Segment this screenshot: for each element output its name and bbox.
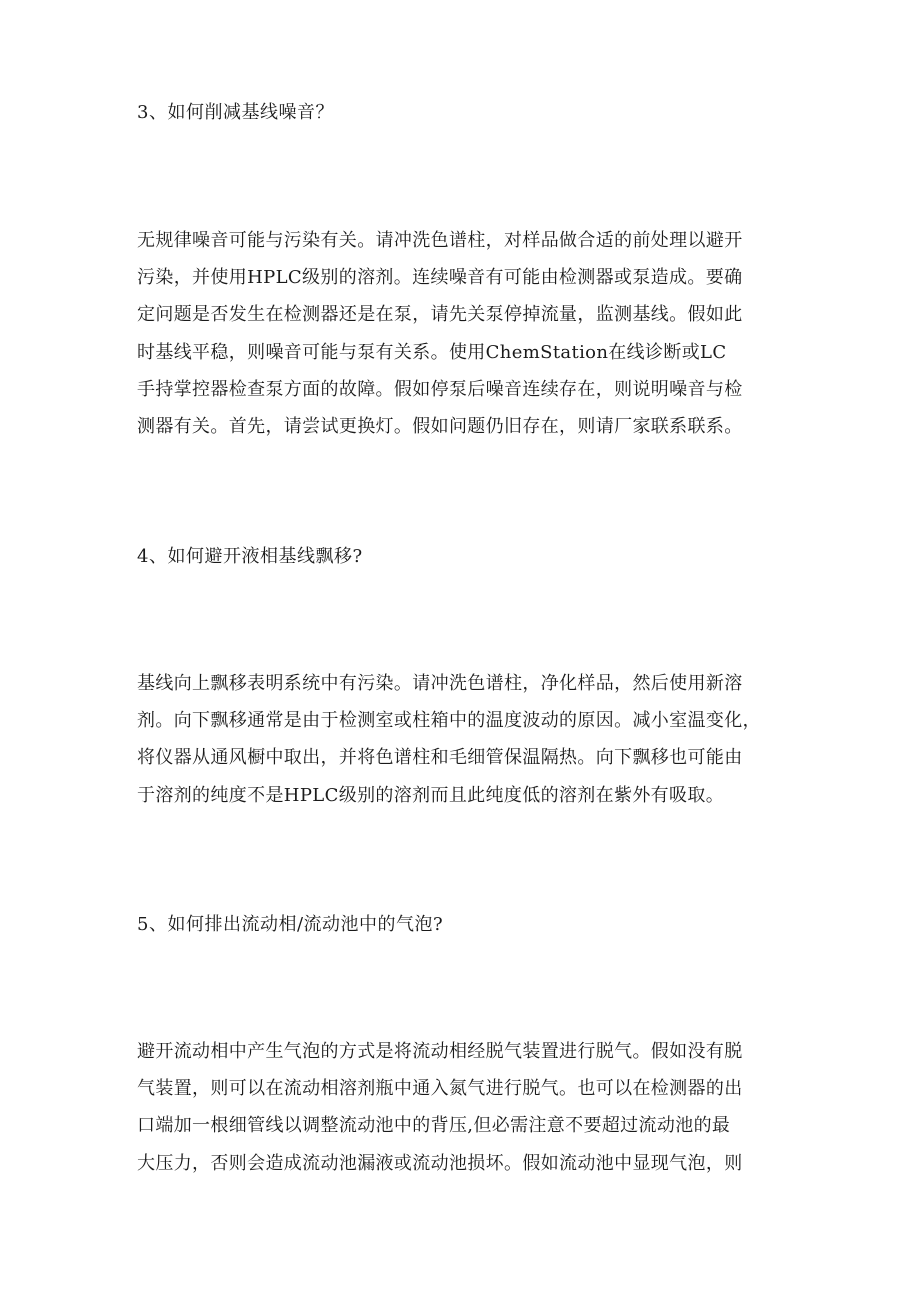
paragraph-line: 测器有关。首先，请尝试更换灯。假如问题仍旧存在，则请厂家联系联系。 <box>137 416 743 438</box>
paragraph-line: 气装置，则可以在流动相溶剂瓶中通入氮气进行脱气。也可以在检测器的出 <box>137 1078 743 1100</box>
paragraph-line: 大压力，否则会造成流动池漏液或流动池损坏。假如流动池中显现气泡，则 <box>137 1152 743 1174</box>
paragraph-line: 污染，并使用HPLC级别的溶剂。连续噪音有可能由检测器或泵造成。要确 <box>137 267 743 289</box>
paragraph-line: 将仪器从通风橱中取出，并将色谱柱和毛细管保温隔热。向下飘移也可能由 <box>137 747 743 769</box>
paragraph-line: 时基线平稳，则噪音可能与泵有关系。使用ChemStation在线诊断或LC <box>137 341 727 363</box>
paragraph-line: 避开流动相中产生气泡的方式是将流动相经脱气装置进行脱气。假如没有脱 <box>137 1041 743 1062</box>
section-5-paragraph <box>137 1033 807 1182</box>
section-3-heading: 3、如何削减基线噪音？ <box>137 102 334 123</box>
paragraph-line: 定问题是否发生在检测器还是在泵，请先关泵停掉流量，监测基线。假如此 <box>137 304 743 326</box>
paragraph-line: 手持掌控器检查泵方面的故障。假如停泵后噪音连续存在，则说明噪音与检 <box>137 378 743 400</box>
paragraph-line: 无规律噪音可能与污染有关。请冲洗色谱柱，对样品做合适的前处理以避开 <box>137 230 743 251</box>
section-4-paragraph <box>137 665 807 814</box>
paragraph-line: 口端加一根细管线以调整流动池中的背压,但必需注意不要超过流动池的最 <box>137 1115 731 1137</box>
section-3-paragraph <box>137 222 807 445</box>
section-5-heading: 5、如何排出流动相/流动池中的气泡? <box>137 914 444 935</box>
paragraph-line: 基线向上飘移表明系统中有污染。请冲洗色谱柱，净化样品，然后使用新溶 <box>137 673 743 694</box>
paragraph-line: 于溶剂的纯度不是HPLC级别的溶剂而且此纯度低的溶剂在紫外有吸取。 <box>137 784 725 806</box>
paragraph-line: 剂。向下飘移通常是由于检测室或柱箱中的温度波动的原因。减小室温变化， <box>137 710 761 732</box>
section-4-heading: 4、如何避开液相基线飘移? <box>137 546 363 567</box>
